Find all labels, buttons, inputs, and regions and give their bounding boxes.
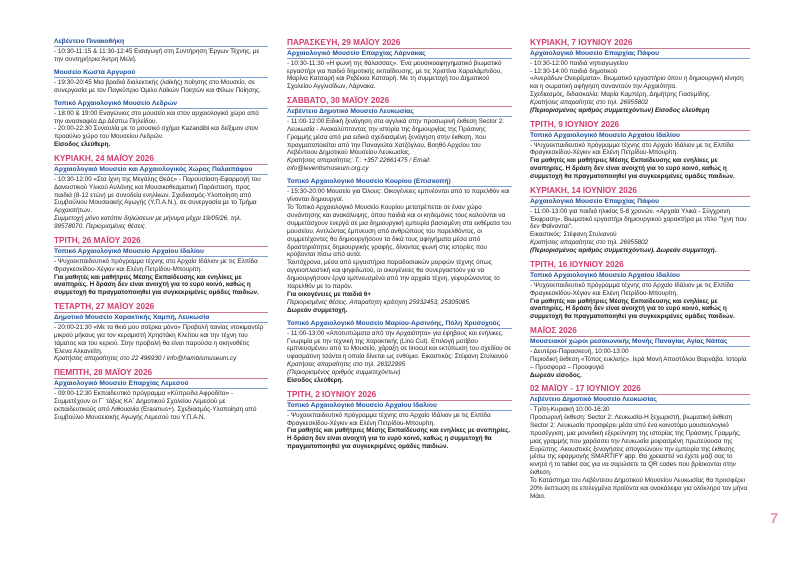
venue-heading: Τοπικό Αρχαιολογικό Μουσείο Αρχαίου Ιδαλίου: [530, 272, 750, 281]
event-text: (Περιορισμένος αριθμός συμμετεχόντων) Είσοδος ελεύθερη: [530, 107, 710, 115]
venue-heading: Λεβέντειο Δημοτικό Μουσείο Λευκωσίας: [530, 396, 750, 405]
date-heading: ΤΡΙΤΗ, 26 ΜΑΪΟΥ 2026: [54, 236, 268, 247]
venue-heading: Αρχαιολογικό Μουσείο Επαρχίας Πάφου: [530, 198, 750, 207]
event-text: Για οικογένειες με παιδιά 6+: [287, 290, 372, 298]
event-section: [287, 108, 512, 173]
event-text: - Τρίτη-Κυριακή 10:00-16:30: [530, 406, 610, 414]
event-section: [54, 69, 268, 95]
venue-heading: Τοπικό Αρχαιολογικό Μουσείο Λεδρών: [54, 100, 268, 109]
event-text: - 10:30-12:00 «Στα ίχνη της Μεγάλης Θεάς» - Παρουσίαση-Εφαρμογή του Δανειστικού Υλικού Αυλόνης και Μουσικοθεαματική Παράσταση, προς παιδιά (8-12 ετών) με συνοδεία ενηλίκων. Σχεδιασμός-Υλοποίηση από Συμβούλιου Μουσειακής Αγωγής (Υ.Π.Α.Ν.), σε συνεργασία με το Τμήμα Αρχαιοτήτων.: [54, 175, 261, 215]
date-heading: ΠΑΡΑΣΚΕΥΗ, 29 ΜΑΪΟΥ 2026: [287, 38, 512, 49]
date-heading: ΠΕΜΠΤΗ, 28 ΜΑΪΟΥ 2026: [54, 368, 268, 379]
event-text: Για μαθητές και μαθήτριες Μέσης Εκπαίδευσης και ενηλίκες με αναπηρίες. Η δράση δεν είναι ανοιχτή για το ευρύ κοινό, καθώς η συμμετοχή θα πραγματοποιηθεί για συγκεκριμένες ομάδες παιδιών.: [530, 157, 735, 181]
venue-heading: Δημοτικό Μουσείο Χαρακτικής Χαμπή, Λευκωσία: [54, 314, 268, 323]
date-heading: ΜΑΪΟΣ 2026: [530, 326, 750, 337]
column-3: [530, 38, 750, 506]
event-text: - 11:00-13:00 «Αποτυπώματα από την Αρχαιότητα» για έφηβους και ενήλικες. Γνωριμία με την τεχνική της Χαρακτικής (Lino Cut). Επιλογή μοτίβου εμπνευσμένου από το Μουσείο, χάραξη σε linocut και εκτύπωση του σχεδίου σε υφασμάτινη τσάντα η οποία δίνεται ως ενθύμιο. Εικαστικός: Στέφανη Στυλιανού: [287, 329, 512, 361]
event-text: - 12:30-14:00 παιδιά δημοτικού: [530, 67, 618, 75]
event-text: Για μαθητές και μαθήτριες Μέσης Εκπαίδευσης και ενηλίκες με αναπηρίες. Η δράση δεν είναι ανοιχτή για το ευρύ κοινό, καθώς η συμμετοχή θα πραγματοποιηθεί για συγκεκριμένες ομάδες παιδιών.: [530, 297, 735, 321]
venue-heading: Λεβέντειο Δημοτικό Μουσείο Λευκωσίας: [287, 108, 512, 117]
venue-heading: Λεβέντειο Πινακοθήκη: [54, 38, 268, 47]
event-section: [54, 166, 268, 231]
venue-heading: Αρχαιολογικό Μουσείο Επαρχίας Πάφου: [530, 50, 750, 59]
date-heading: ΚΥΡΙΑΚΗ, 7 ΙΟΥΝΙΟΥ 2026: [530, 38, 750, 49]
event-text: Δωρεάν συμμετοχή.: [287, 306, 348, 314]
column-1: [54, 38, 268, 427]
event-section: [530, 272, 750, 322]
event-text: Περιορισμένες θέσεις. Απαραίτητη κράτηση 25932453, 25305085.: [287, 298, 471, 306]
event-section: [287, 320, 512, 385]
date-heading: ΚΥΡΙΑΚΗ, 14 ΙΟΥΝΙΟΥ 2026: [530, 186, 750, 197]
venue-heading: Αρχαιολογικό Μουσείο και Αρχαιολογικός Χώρος Παλαιπάφου: [54, 166, 268, 175]
event-section: [530, 338, 750, 380]
event-text: - 18:00 & 19:00 Εναγώνιος στο μουσείο και στον αρχαιολογικό χώρο από την ανασκαφέα Δρ Δέσπω Πηλείδου.: [54, 109, 259, 125]
event-section: [54, 100, 268, 150]
event-text: Κρατήσεις απαραίτητες στο 22 496930 / info@hambismuseum.cy: [54, 355, 237, 363]
event-text: Προσωρινή έκθεση: Sector 2: Λευκωσία-Η ξεχωριστή, βιωματική έκθεση Sector 2: Λευκωσία προσφέρει μέσα από ένα καινοτόμο μουσειολογικό προσέγγιση, μια μοναδική εξερεύνηση της ιστορίας της Πράσινης Γραμμής, μιας γραμμής που χαράσσει την Λευκωσία μοιρασμένη πρωτεύουσα της Ευρώπης. Ακουστικές ξεναγήσεις απογειώνουν την εμπειρία της έκθεσης μέσω της εφαρμογής SMARTIFY app. Θα χρειαστεί να έχετε μαζί σας το κινητό ή το tablet σας για να σαρώσετε τα QR codes που βρίσκονται στην έκθεση.: [530, 413, 741, 477]
date-heading: ΤΡΙΤΗ, 16 ΙΟΥΝΙΟΥ 2026: [530, 260, 750, 271]
event-text: Για μαθητές και μαθήτριες Μέσης Εκπαίδευσης και ενηλίκες με αναπηρίες. Η δράση δεν είναι ανοιχτή για το ευρύ κοινό, καθώς η συμμετοχή θα πραγματοποιηθεί για συγκεκριμένες ομάδες παιδιών.: [287, 427, 511, 451]
venue-heading: Αρχαιολογικό Μουσείο Επαρχίας Λεμεσού: [54, 380, 268, 389]
event-text: Περιοδική έκθεση «Τόπος ευκλεής». Ιερά Μονή Αποστόλου Βαρνάβα. Ιστορία – Προσφορά – Προοφυγιά: [530, 355, 747, 371]
event-section: [287, 50, 512, 92]
date-heading: ΤΡΙΤΗ, 9 ΙΟΥΝΙΟΥ 2026: [530, 120, 750, 131]
event-text: Κρατήσεις απαραίτητες: Τ.: +357 22661475 / Email: info@leventismuseum.org.cy: [287, 157, 431, 173]
event-text: Κρατήσεις απαραίτητες στο τηλ. 26322995: [287, 361, 406, 369]
event-section: [530, 132, 750, 182]
event-text: - Δευτέρα-Παρασκευή, 10:00-13:00: [530, 347, 629, 355]
event-text: Εικαστικός: Στέφανη Στυλιανού: [530, 231, 617, 239]
event-text: - 10:30-11:30 «Η φωνή της θάλασσας». Ένα μουσικοαφηγηματικό βιωματικό εργαστήρι για παιδιά δημοτικής εκπαίδευσης, με τις Χριστίνα Χαραλάμπιδου, Μαρίνα Κατσαρή και Ρεβέκκα Κατσαρή. Με τη συμμετοχή του Δημοτικού Σχολείου Αγγλισίδων, Λάρνακα.: [287, 59, 502, 91]
event-section: [54, 314, 268, 364]
event-text: - 20:00-22:30 Συναυλία με το μουσικό σχήμα Kazandibi και δείξιμον στον προαύλιο χώρο του Μουσείου Λεδρών.: [54, 125, 259, 141]
event-section: [54, 248, 268, 298]
event-text: - 11:00-12:00 Ειδική ξενάγηση στα αγγλικά στην προσωρινή έκθεση Sector 2: Λευκωσία - Ανακαλύπτοντας την ιστορία της δημιουργίας της Πράσινης Γραμμής μέσα από μια ειδικά σχεδιασμένη ξενάγηση στην έκθεση, που πραγματοποιείται από την Παναγιώτα Χατζόγλου, Βοηθό Αρχείου του Λεβέντειου Δημοτικού Μουσείου Λευκωσίας.: [287, 117, 504, 157]
venue-heading: Τοπικό Αρχαιολογικό Μουσείο Αρχαίου Ιδαλίου: [54, 248, 268, 257]
event-text: Ταυτόχρονα, μέσα από εργαστήρια παραδοσιακών μορφών τέχνης όπως αγγειοπλαστική και ψηφιδωτού, οι οικογένειες θα συνεργαστούν για να δημιουργήσουν έργα εμπνευσμένα από την αρχαία τέχνη, γεφυρώνοντας το παρελθόν με το παρόν.: [287, 259, 500, 291]
event-text: Για μαθητές και μαθήτριες Μέσης Εκπαίδευσης και ενηλίκες με αναπηρίες. Η δράση δεν είναι ανοιχτή για το ευρύ κοινό, καθώς η συμμετοχή θα πραγματοποιηθεί για συγκεκριμένες ομάδες παιδιών.: [54, 273, 259, 297]
date-heading: 02 ΜΑΪΟΥ - 17 ΙΟΥΝΙΟΥ 2026: [530, 384, 750, 395]
venue-heading: Αρχαιολογικό Μουσείο Επαρχίας Λάρνακας: [287, 50, 512, 59]
venue-heading: Τοπικό Αρχαιολογικό Μουσείο Αρχαίου Ιδαλίου: [530, 132, 750, 141]
event-section: [287, 178, 512, 315]
page-number: 7: [770, 510, 779, 527]
event-section: [54, 380, 268, 422]
event-text: - 09:00-12:30 Εκπαιδευτικό πρόγραμμα «Κύπρειδα Αφροδίτα» - Συμμετέχουν οι Γ΄ τάξεις ΚΑ΄ Δημοτικού Σχολείου Λεμεσού με εκπαιδευτικούς από Λιθουανία (Erasmus+). Σχεδιασμός-Υλοποίηση από Συμβούλιο Μουσειακής Αγωγής Λεμεσού του Υ.Π.Α.Ν.: [54, 389, 257, 421]
event-text: Το Κατάστημα του Λεβέντειου Δημοτικού Μουσείου Λευκωσίας θα προσφέρει 20% έκπτωση σε επιλεγμένα προϊόντα και ανακάλεψα για ολόκληρο τον μήνα Μάιο.: [530, 477, 748, 500]
event-text: - 11:00-13:00 για παιδιά ηλικίας 5-8 χρονών. «Αρχαία Υλικά - Σύγχρονη Έκφραση». Βιωματικό εργαστήρι δημιουργικού χαρακτήρα με τίτλο "Ίχνη που δεν Φαίνονται".: [530, 207, 747, 231]
event-text: Είσοδος ελεύθερη.: [287, 377, 344, 385]
event-text: (Περιορισμένος αριθμός συμμετεχόντων): [287, 369, 401, 377]
date-heading: ΣΑΒΒΑΤΟ, 30 ΜΑΪΟΥ 2026: [287, 96, 512, 107]
column-2: [287, 38, 512, 456]
event-text: Συμμετοχή μόνο κατόπιν δηλώσεων με μήνυμα μέχρι 19/05/26, τηλ. 99578070. Περιορισμένες θέσεις.: [54, 215, 242, 231]
event-text: Το Τοπικό Αρχαιολογικό Μουσείο Κουρίου μετατρέπεται σε έναν χώρο συνάντησης και ανακάλυψης, όπου παιδιά και οι κηδεμόνες τους καλούνται να συμμετάσχουν ενεργά σε μια δημιουργική εμπειρία βασισμένη στα εκθέματα του μουσείου. Αντλώντας έμπνευση από ανθρώπους του παρελθόντος, οι συμμετέχοντες θα δημιουργήσουν τα δικά τους αφηγήματα μέσα από δραστηριότητες δημιουργικής γραφής, δίνοντας φωνή στις ιστορίες που κρύβονται πίσω από αυτά.: [287, 203, 512, 259]
event-text: - Ψυχοεκπαιδευτικό πρόγραμμα τέχνης στο Αρχαίο Ιδάλιον με τις Ελπίδα Φραγκεσκίδου-Χέγκιν και Ελένη Πετρίδου-Μπουρίτη.: [287, 411, 491, 427]
event-text: - Ψυχοεκπαιδευτικό πρόγραμμα τέχνης στο Αρχαίο Ιδάλιον με τις Ελπίδα Φραγκεσκίδου-Χέγκιν και Ελένη Πετρίδου-Μπουρίτη.: [54, 257, 258, 273]
date-heading: ΤΡΙΤΗ, 2 ΙΟΥΝΙΟΥ 2026: [287, 390, 512, 401]
event-text: Σχεδιασμός, διδασκαλία: Μαρία Καμπέρη, Δημήτρης Γιασεμίδης.: [530, 91, 711, 99]
venue-heading: Τοπικό Αρχαιολογικό Μουσείο Κουρίου (Επισκοπή): [287, 178, 512, 187]
event-text: - 10:30-11:15 & 11:30-12:45 Εισαγωγή στη Συντήρηση Έργων Τέχνης, με την συντηρήτρια Άντρη Μελή.: [54, 48, 260, 63]
date-heading: ΤΕΤΑΡΤΗ, 27 ΜΑΪΟΥ 2026: [54, 302, 268, 313]
event-text: (Περιορισμένος αριθμός συμμετεχόντων). Δωρεάν συμμετοχή.: [530, 247, 717, 255]
event-text: Δωρεάν είσοδος.: [530, 371, 582, 379]
venue-heading: Τοπικό Αρχαιολογικό Μουσείο Μαρίου-Αρσινόης, Πόλη Χρυσοχούς: [287, 320, 512, 329]
date-heading: ΚΥΡΙΑΚΗ, 24 ΜΑΪΟΥ 2026: [54, 154, 268, 165]
venue-heading: Μουσειακοί χώροι μεσαιωνικής Μονής Παναγίας Αγίας Νάπας: [530, 338, 750, 347]
venue-heading: Μουσείο Κώστα Αργυρού: [54, 69, 268, 78]
event-text: - 15:30-20:00 Μουσείο για Όλους: Οικογένειες εμπνέονται από το παρελθόν και γίνονται δημιουργοί.: [287, 188, 510, 204]
event-section: [530, 50, 750, 115]
venue-heading: Τοπικό Αρχαιολογικό Μουσείο Αρχαίου Ιδαλίου: [287, 402, 512, 411]
event-section: [287, 402, 512, 452]
event-section: [530, 198, 750, 255]
event-section: [530, 396, 750, 501]
event-text: - Ψυχοεκπαιδευτικό πρόγραμμα τέχνης στο Αρχαίο Ιδάλιον με τις Ελπίδα Φραγκεσκίδου-Χέγκιν και Ελένη Πετρίδου-Μπουρίτη.: [530, 281, 734, 297]
event-text: Είσοδος ελεύθερη.: [54, 141, 111, 149]
event-text: - 10:30-12:00 παιδιά νηπιαγωγείου: [530, 59, 628, 67]
event-text: «Ανεράδων Ονειρέματα». Βιωματικό εργαστήριο όπου η δημιουργική κίνηση και η σωματική αφήγηση συναντούν την Αρχαιότητα.: [530, 75, 744, 91]
event-text: - Ψυχοεκπαιδευτικό πρόγραμμα τέχνης στο Αρχαίο Ιδάλιον με τις Ελπίδα Φραγκεσκίδου-Χέγκιν και Ελένη Πετρίδου-Μπουρίτη.: [530, 141, 734, 157]
event-text: Κρατήσεις απαραίτητες στο τηλ. 26955802: [530, 99, 649, 107]
event-section: [54, 38, 268, 64]
event-text: - 19:30-20:45 Μια βραδιά διαλεκτικής (λαϊκής) ποίησης στο Μουσείο, σε συνεργασία με τον Παγκύπριο Όμιλο Λαϊκών Ποιητών και Φίλων Ποίησης.: [54, 78, 261, 94]
event-text: Κρατήσεις απαραίτητες στο τηλ. 26955802: [530, 239, 649, 247]
event-text: - 20:00-21:30 «Με τα θκιό μου σσέρκα μόνο» Προβολή ταινίας ντοκιμαντέρ μικρού μήκους για τον κεραμιστή Χρηστάκη Κλείτου και την τέχνη του τάματος και του κεριού. Στην προβολή θα είναι παρούσα η σκηνοθέτις Έλενα Αλκανείτη.: [54, 323, 264, 355]
